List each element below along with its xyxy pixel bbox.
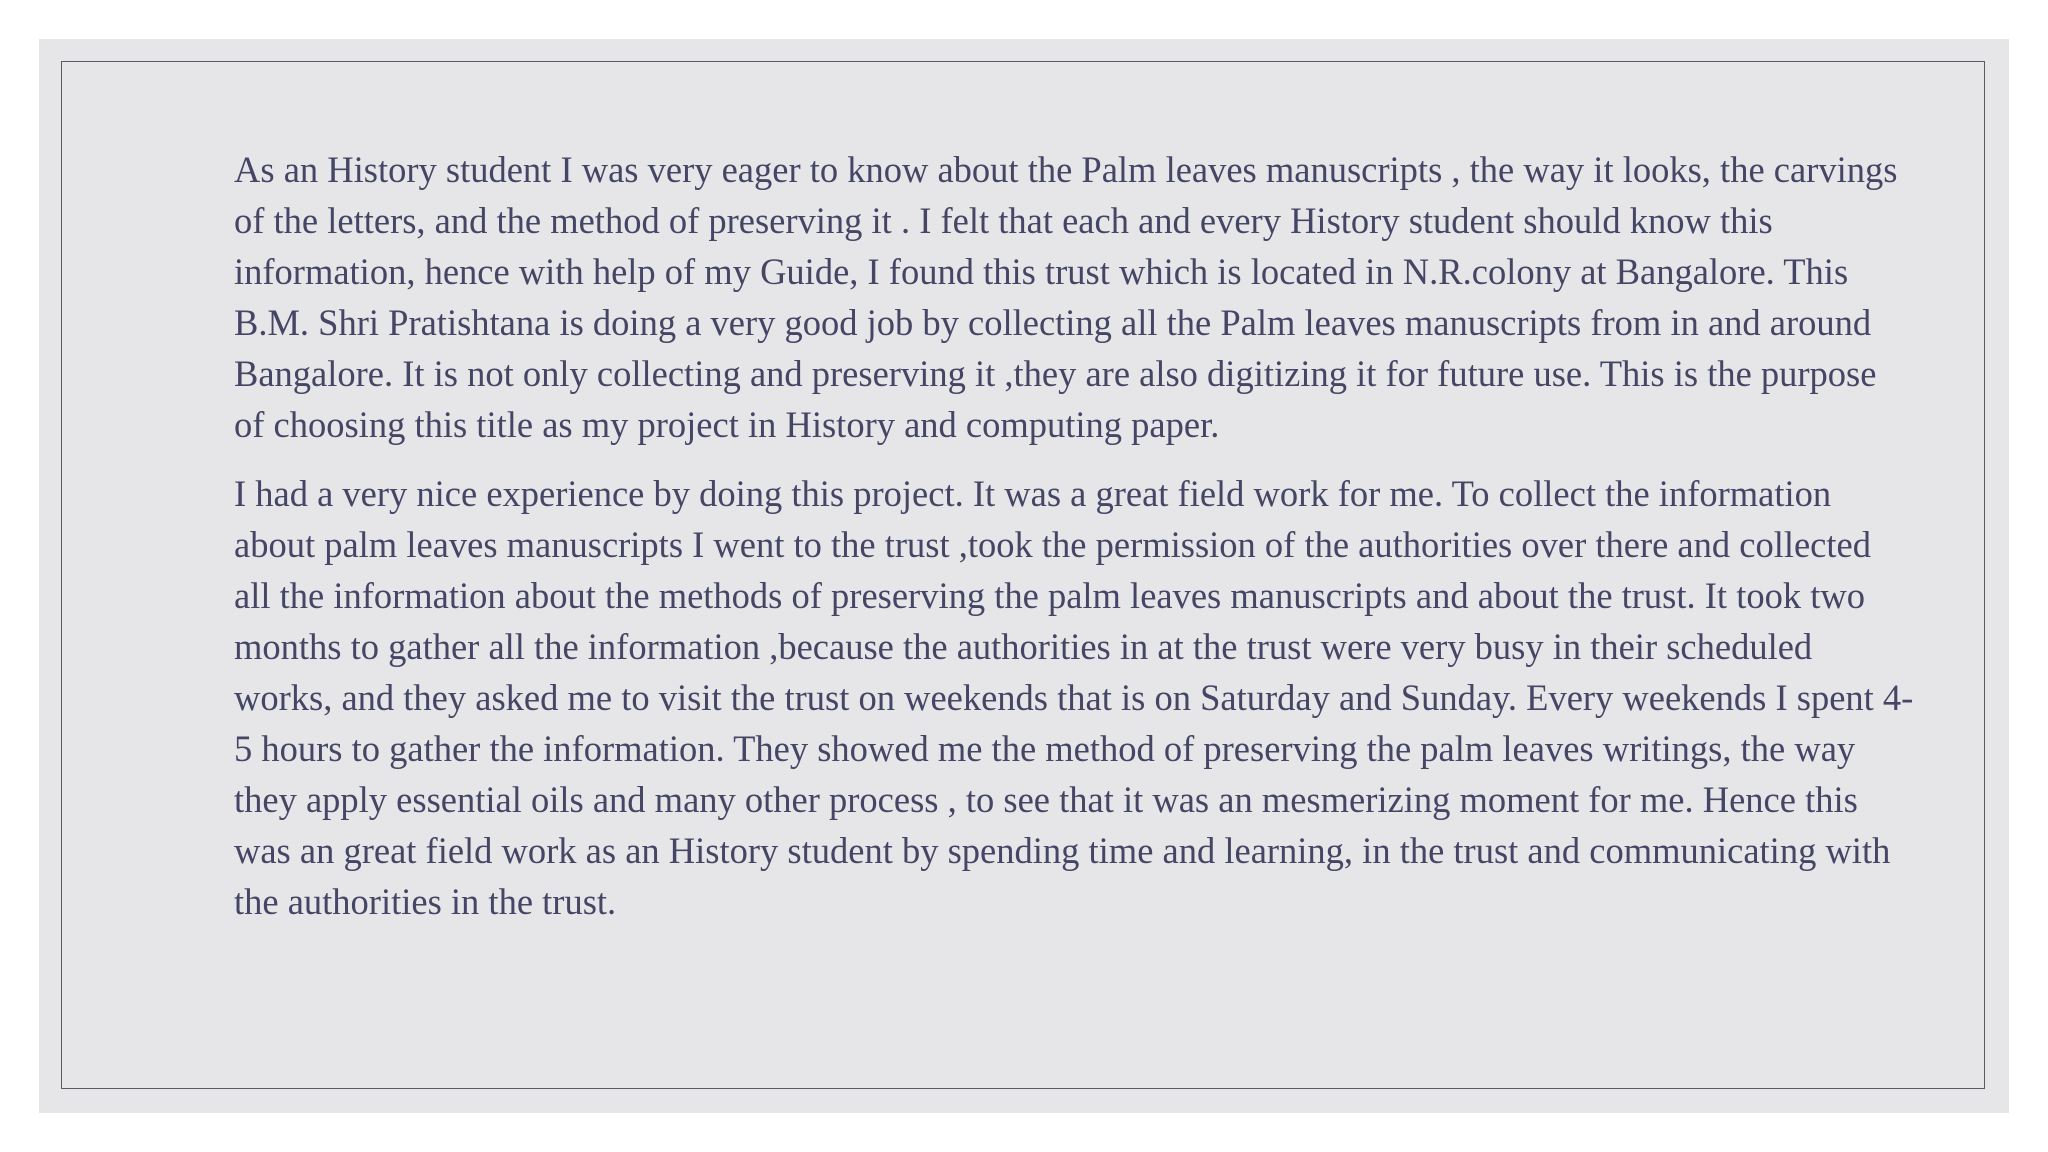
slide-border-frame <box>61 61 1985 1089</box>
paragraph-purpose: As an History student I was very eager to know about the Palm leaves manuscripts , the way it looks, the carvings of the letters, and the method of preserving it . I felt that each and every History student should know this information, hence with help of my Guide, I found this trust which is located in N.R.colony at Bangalore. This B.M. Shri Pratishtana is doing a very good job by collecting all the Palm leaves manuscripts from in and around Bangalore. It is not only collecting and preserving it ,they are also digitizing it for future use. This is the purpose of choosing this title as my project in History and computing paper. <box>234 149 1898 445</box>
slide-text-body <box>234 144 1914 927</box>
slide-background <box>39 39 2009 1113</box>
paragraph-experience: I had a very nice experience by doing this project. It was a great field work for me. To collect the information about palm leaves manuscripts I went to the trust ,took the permission of the authorities over there and collected all the information about the methods of preserving the palm leaves manuscripts and about the trust. It took two months to gather all the information ,because the authorities in at the trust were very busy in their scheduled works, and they asked me to visit the trust on weekends that is on Saturday and Sunday. Every weekends I spent 4-5 hours to gather the information. They showed me the method of preserving the palm leaves writings, the way they apply essential oils and many other process , to see that it was an mesmerizing moment for me. Hence this was an great field work as an History student by spending time and learning, in the trust and communicating with the authorities in the trust. <box>234 473 1914 922</box>
